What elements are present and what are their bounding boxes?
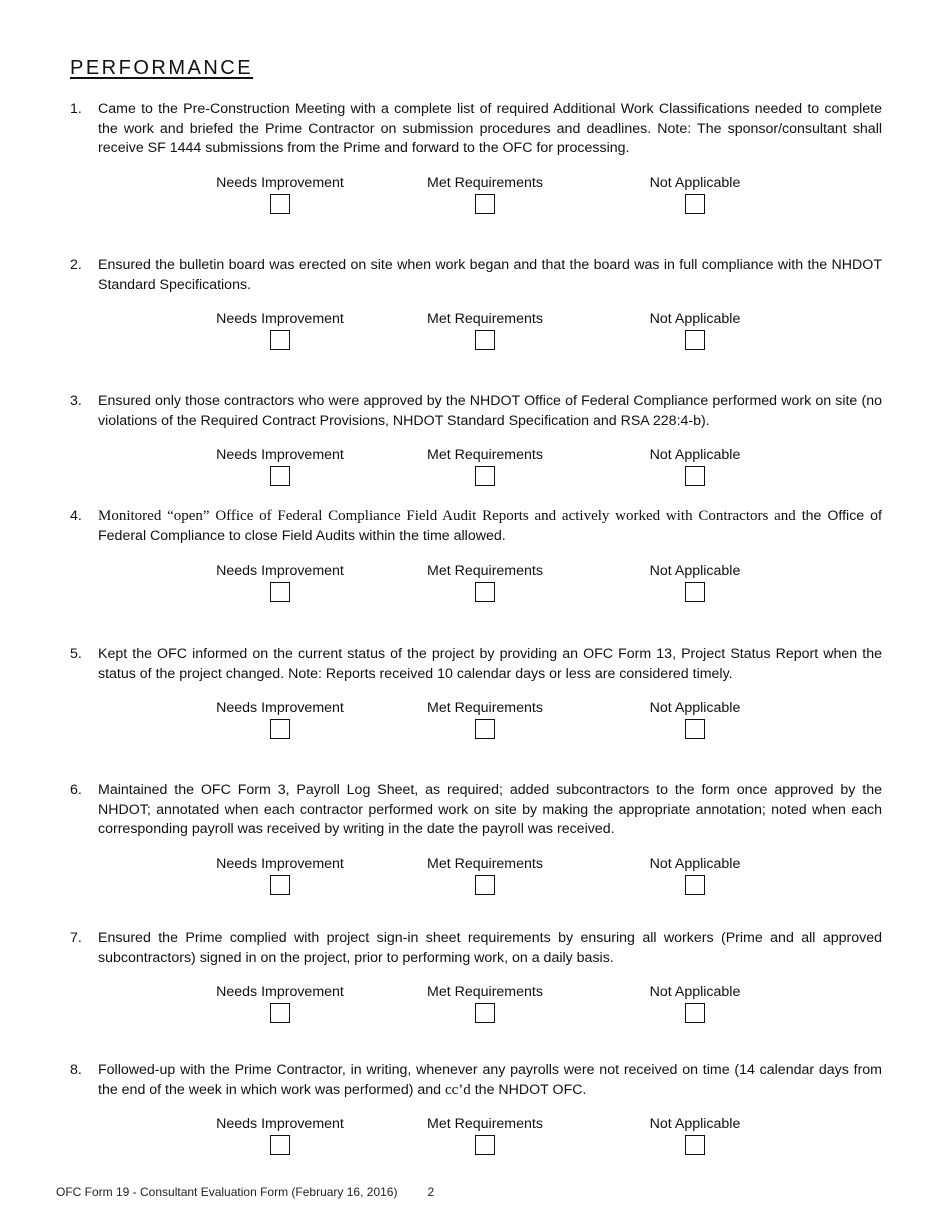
rating-options <box>70 700 882 742</box>
question-text <box>70 645 882 684</box>
option-label: Needs Improvement <box>216 311 344 327</box>
option-not-applicable <box>640 175 750 214</box>
met-requirements-checkbox[interactable] <box>475 1135 495 1155</box>
question-text <box>70 256 882 295</box>
question-number: 7. <box>70 930 82 946</box>
question-6 <box>70 781 882 872</box>
question-number: 3. <box>70 393 82 409</box>
needs-improvement-checkbox[interactable] <box>270 1003 290 1023</box>
page-footer <box>56 1185 434 1199</box>
question-body-part-1: Monitored “open” Office of Federal Compliance Field Audit Reports and actively worked with Contractors and <box>98 508 796 524</box>
option-needs-improvement <box>208 700 352 739</box>
option-label: Needs Improvement <box>216 856 344 872</box>
option-met-requirements <box>415 1116 555 1155</box>
not-applicable-checkbox[interactable] <box>685 194 705 214</box>
option-label: Met Requirements <box>427 984 543 1000</box>
option-label: Met Requirements <box>427 311 543 327</box>
question-7 <box>70 929 882 1000</box>
option-met-requirements <box>415 175 555 214</box>
question-body: Ensured the Prime complied with project sign-in sheet requirements by ensuring all workers (Prime and all approved subcontractors) signed in on the project, prior to performing work, on a daily basis. <box>98 930 882 966</box>
option-not-applicable <box>640 856 750 895</box>
needs-improvement-checkbox[interactable] <box>270 719 290 739</box>
question-1 <box>70 100 882 191</box>
met-requirements-checkbox[interactable] <box>475 875 495 895</box>
option-label: Met Requirements <box>427 563 543 579</box>
question-body-part-1: Followed-up with the Prime Contractor, in writing, whenever any payrolls were not received on time (14 calendar days from the end of the week in which work was performed) and <box>98 1062 882 1098</box>
option-needs-improvement <box>208 563 352 602</box>
needs-improvement-checkbox[interactable] <box>270 582 290 602</box>
rating-options <box>70 984 882 1026</box>
option-needs-improvement <box>208 984 352 1023</box>
option-met-requirements <box>415 856 555 895</box>
page-number: 2 <box>427 1185 435 1199</box>
option-not-applicable <box>640 563 750 602</box>
option-not-applicable <box>640 311 750 350</box>
needs-improvement-checkbox[interactable] <box>270 1135 290 1155</box>
page-title: PERFORMANCE <box>70 57 254 79</box>
question-body: Kept the OFC informed on the current status of the project by providing an OFC Form 13, Project Status Report when the status of the project changed. Note: Reports received 10 calendar days or less are considered timely. <box>98 646 882 682</box>
not-applicable-checkbox[interactable] <box>685 875 705 895</box>
footer-form-label: OFC Form 19 - Consultant Evaluation Form (February 16, 2016) <box>56 1185 398 1199</box>
option-label: Needs Improvement <box>216 1116 344 1132</box>
question-text <box>70 781 882 840</box>
question-number: 1. <box>70 101 82 117</box>
option-label: Met Requirements <box>427 700 543 716</box>
option-needs-improvement <box>208 311 352 350</box>
question-5 <box>70 645 882 716</box>
not-applicable-checkbox[interactable] <box>685 719 705 739</box>
question-body: Ensured only those contractors who were approved by the NHDOT Office of Federal Compliance performed work on site (no violations of the Required Contract Provisions, NHDOT Standard Specification and RSA 228:4-b). <box>98 393 882 429</box>
option-label: Not Applicable <box>649 984 741 1000</box>
option-needs-improvement <box>208 1116 352 1155</box>
question-number: 2. <box>70 257 82 273</box>
option-label: Met Requirements <box>427 175 543 191</box>
needs-improvement-checkbox[interactable] <box>270 466 290 486</box>
option-label: Needs Improvement <box>216 563 344 579</box>
question-body-part-2: the Office of Federal Compliance to close Field Audits within the time allowed. <box>98 508 882 544</box>
needs-improvement-checkbox[interactable] <box>270 875 290 895</box>
option-not-applicable <box>640 447 750 486</box>
question-body: Ensured the bulletin board was erected on site when work began and that the board was in full compliance with the NHDOT Standard Specifications. <box>98 257 882 293</box>
option-needs-improvement <box>208 856 352 895</box>
question-3 <box>70 392 882 463</box>
question-number: 6. <box>70 782 82 798</box>
question-text <box>70 507 882 546</box>
met-requirements-checkbox[interactable] <box>475 330 495 350</box>
option-needs-improvement <box>208 447 352 486</box>
option-label: Met Requirements <box>427 1116 543 1132</box>
met-requirements-checkbox[interactable] <box>475 194 495 214</box>
option-label: Not Applicable <box>649 563 741 579</box>
option-label: Needs Improvement <box>216 700 344 716</box>
met-requirements-checkbox[interactable] <box>475 582 495 602</box>
needs-improvement-checkbox[interactable] <box>270 330 290 350</box>
not-applicable-checkbox[interactable] <box>685 582 705 602</box>
rating-options <box>70 447 882 489</box>
option-label: Met Requirements <box>427 856 543 872</box>
not-applicable-checkbox[interactable] <box>685 466 705 486</box>
rating-options <box>70 1116 882 1158</box>
question-body-part-3: the NHDOT OFC. <box>470 1081 587 1098</box>
met-requirements-checkbox[interactable] <box>475 1003 495 1023</box>
option-met-requirements <box>415 700 555 739</box>
option-met-requirements <box>415 447 555 486</box>
option-label: Needs Improvement <box>216 175 344 191</box>
needs-improvement-checkbox[interactable] <box>270 194 290 214</box>
question-text <box>70 100 882 159</box>
option-not-applicable <box>640 700 750 739</box>
question-number: 4. <box>70 508 82 524</box>
option-label: Needs Improvement <box>216 447 344 463</box>
not-applicable-checkbox[interactable] <box>685 330 705 350</box>
question-body: Came to the Pre-Construction Meeting with a complete list of required Additional Work Classifications needed to complete the work and briefed the Prime Contractor on submission procedures and deadlines. Note: The sponsor/consultant shall receive SF 1444 submissions from the Prime and forward to the OFC for processing. <box>98 101 882 156</box>
met-requirements-checkbox[interactable] <box>475 719 495 739</box>
rating-options <box>70 175 882 217</box>
option-not-applicable <box>640 1116 750 1155</box>
met-requirements-checkbox[interactable] <box>475 466 495 486</box>
rating-options <box>70 563 882 605</box>
option-label: Met Requirements <box>427 447 543 463</box>
option-not-applicable <box>640 984 750 1023</box>
question-8 <box>70 1061 882 1132</box>
question-2 <box>70 256 882 327</box>
option-label: Not Applicable <box>649 447 741 463</box>
option-label: Not Applicable <box>649 1116 741 1132</box>
question-number: 5. <box>70 646 82 662</box>
option-needs-improvement <box>208 175 352 214</box>
option-label: Needs Improvement <box>216 984 344 1000</box>
not-applicable-checkbox[interactable] <box>685 1003 705 1023</box>
option-label: Not Applicable <box>649 175 741 191</box>
option-label: Not Applicable <box>649 700 741 716</box>
question-text <box>70 1061 882 1100</box>
question-4 <box>70 507 882 579</box>
question-body: Maintained the OFC Form 3, Payroll Log Sheet, as required; added subcontractors to the form once approved by the NHDOT; annotated when each contractor performed work on site by making the appropriate annotation; noted when each corresponding payroll was received by writing in the date the payroll was received. <box>98 782 882 837</box>
question-body-part-2: cc’d <box>444 1081 471 1098</box>
question-text <box>70 929 882 968</box>
option-met-requirements <box>415 563 555 602</box>
option-label: Not Applicable <box>649 856 741 872</box>
question-number: 8. <box>70 1062 82 1078</box>
rating-options <box>70 856 882 898</box>
question-text <box>70 392 882 431</box>
rating-options <box>70 311 882 353</box>
option-met-requirements <box>415 984 555 1023</box>
option-met-requirements <box>415 311 555 350</box>
not-applicable-checkbox[interactable] <box>685 1135 705 1155</box>
option-label: Not Applicable <box>649 311 741 327</box>
